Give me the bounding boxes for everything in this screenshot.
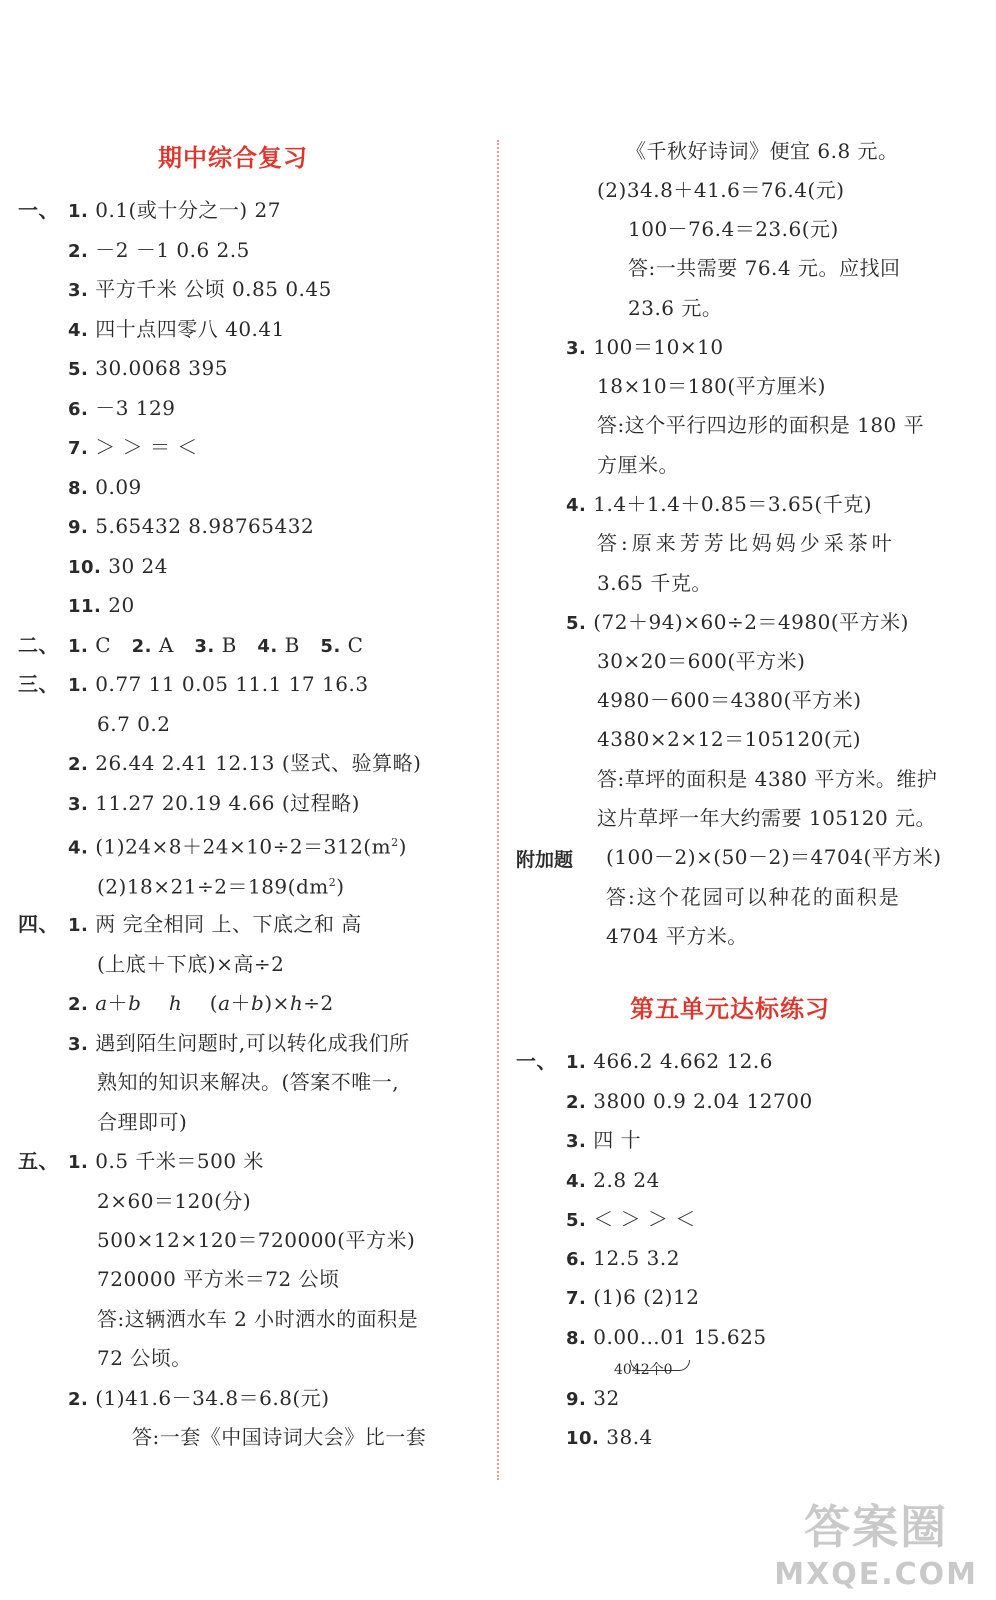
answer-5-3 — [566, 333, 724, 363]
section-label-4: 四、 — [18, 912, 59, 936]
answer-3-1-cont: 6.7 0.2 — [97, 712, 171, 736]
answer-1-3 — [68, 275, 332, 305]
answer-text: (2)18×21÷2＝189(dm — [97, 874, 329, 899]
answer-5-5-line3: 4980－600＝4380(平方米) — [597, 688, 862, 712]
item-number: 4. — [68, 837, 89, 859]
item-number: 5. — [566, 613, 587, 634]
superscript: 2 — [328, 876, 337, 889]
item-number: 1. — [68, 675, 89, 696]
answer-text: (1)6 (2)12 — [593, 1285, 700, 1309]
answer-3-4-cont — [97, 869, 345, 901]
item-number: 10. — [68, 557, 102, 578]
unit5-answer-2 — [566, 1087, 813, 1117]
answer-4-3 — [68, 1029, 410, 1059]
answer-text: 平方千米 公顷 0.85 0.45 — [95, 277, 332, 301]
item-number: 9. — [566, 1389, 587, 1410]
answer-5-2-cont: 《千秋好诗词》便宜 6.8 元。 — [626, 139, 899, 163]
answer-text: 26.44 2.41 12.13 (竖式、验算略) — [95, 751, 422, 775]
answer-text: A — [158, 633, 174, 657]
answer-text: (72＋94)×60÷2＝4980(平方米) — [593, 610, 909, 634]
answer-5-1 — [68, 1147, 264, 1177]
answer-3-2 — [68, 749, 421, 779]
answer-text: 四 十 — [593, 1128, 642, 1152]
item-number: 8. — [68, 478, 89, 499]
answer-5-5 — [566, 608, 909, 638]
answer-text: 30.0068 395 — [95, 356, 228, 380]
item-number: 7. — [68, 438, 89, 459]
answer-text: 1.4＋1.4＋0.85＝3.65(千克) — [593, 492, 873, 516]
item-number: 1. — [68, 636, 89, 657]
item-number: 1. — [566, 1052, 587, 1073]
op: )× — [264, 991, 290, 1015]
bonus-answer: 答:这个花园可以种花的面积是 — [606, 885, 901, 909]
answer-5-2-answer-cont: 23.6 元。 — [628, 296, 723, 320]
answer-text: 38.4 — [606, 1425, 653, 1449]
item-number: 5. — [68, 359, 89, 380]
item-number: 10. — [566, 1428, 600, 1449]
item-number: 4. — [257, 636, 278, 657]
section-3-row — [18, 670, 59, 698]
item-number: 5. — [320, 636, 341, 657]
unit5-answer-8 — [566, 1323, 767, 1353]
answer-4-1-cont: (上底＋下底)×高÷2 — [97, 952, 285, 976]
answer-1-9 — [68, 512, 314, 542]
item-number: 2. — [68, 754, 89, 775]
answer-text: ＜ ＞ ＞ ＜ — [593, 1207, 696, 1231]
answer-text: 466.2 4.662 12.6 — [593, 1049, 773, 1073]
item-number: 2. — [68, 1389, 89, 1410]
op: ＋ — [107, 991, 129, 1015]
item-number: 4. — [566, 1171, 587, 1192]
answer-text: 2.8 24 — [593, 1168, 660, 1192]
watermark-title: 答案圈 — [804, 1500, 949, 1554]
answer-text: ＞ ＞ ＝ ＜ — [95, 435, 198, 459]
answer-4-3-line2: 熟知的知识来解决。(答案不唯一, — [97, 1070, 400, 1094]
answer-5-1-line2: 2×60＝120(分) — [97, 1189, 252, 1213]
answer-1-1 — [68, 196, 281, 226]
item-number: 1. — [68, 201, 89, 222]
unit5-answer-5 — [566, 1205, 696, 1235]
unit5-section-1 — [516, 1047, 557, 1075]
answer-text: －2 －1 0.6 2.5 — [95, 238, 250, 262]
answer-text: 0.09 — [95, 475, 142, 499]
zero-count-note: 4042个0 — [614, 1362, 673, 1378]
answer-text: (1)24×8＋24×10÷2＝312(m — [95, 834, 392, 859]
unit5-answer-10 — [566, 1423, 653, 1453]
var: b — [251, 991, 265, 1015]
answer-text: 30 24 — [108, 554, 169, 578]
answer-text: C — [347, 633, 364, 657]
unit5-answer-6 — [566, 1244, 680, 1274]
answer-1-7 — [68, 433, 198, 463]
answer-5-1-line4: 720000 平方米＝72 公顷 — [97, 1267, 340, 1291]
answer-text: 32 — [593, 1386, 620, 1410]
superscript: 2 — [391, 836, 399, 849]
answer-5-1-line5: 答:这辆洒水车 2 小时洒水的面积是 — [97, 1307, 419, 1331]
bonus-label: 附加题 — [516, 849, 574, 871]
answer-text: 3800 0.9 2.04 12700 — [593, 1089, 813, 1113]
answer-text: 0.1(或十分之一) 27 — [95, 198, 281, 222]
answer-5-1-line3: 500×12×120＝720000(平方米) — [97, 1228, 416, 1252]
op: ( — [209, 991, 219, 1015]
var: h — [168, 991, 183, 1015]
bracket: ) — [398, 834, 407, 859]
answer-text: 11.27 20.19 4.66 (过程略) — [95, 791, 360, 815]
op: ÷2 — [303, 991, 334, 1015]
answer-5-3-line4: 方厘米。 — [597, 453, 679, 477]
bonus-answer-cont: 4704 平方米。 — [606, 924, 748, 948]
var: h — [289, 991, 304, 1015]
answer-1-2 — [68, 236, 250, 266]
op: ＋ — [230, 991, 251, 1015]
unit5-answer-9 — [566, 1384, 620, 1414]
answer-5-5-line2: 30×20＝600(平方米) — [597, 649, 806, 673]
answer-text: 遇到陌生问题时,可以转化成我们所 — [95, 1031, 410, 1055]
answer-5-2-part2: (2)34.8＋41.6＝76.4(元) — [597, 178, 845, 202]
answer-text: 0.77 11 0.05 11.1 17 16.3 — [95, 672, 369, 696]
item-number: 6. — [68, 399, 89, 420]
answer-text: 100＝10×10 — [593, 335, 724, 359]
section-label-3: 三、 — [18, 672, 59, 696]
answer-text: B — [284, 633, 300, 657]
answer-1-10 — [68, 552, 168, 582]
var: a — [218, 991, 231, 1015]
answer-4-2 — [68, 989, 334, 1019]
unit5-answer-4 — [566, 1166, 660, 1196]
item-number: 4. — [68, 320, 89, 341]
item-number: 2. — [68, 241, 89, 262]
answer-5-4-line3: 3.65 千克。 — [597, 571, 712, 595]
answer-5-3-line3: 答:这个平行四边形的面积是 180 平 — [597, 413, 925, 437]
unit5-answer-7 — [566, 1283, 699, 1313]
unit5-answer-3 — [566, 1126, 641, 1156]
answer-text: (1)41.6－34.8＝6.8(元) — [95, 1386, 330, 1410]
item-number: 3. — [566, 1131, 587, 1152]
q1-row-1 — [18, 196, 59, 224]
var: b — [128, 991, 142, 1015]
answer-1-6 — [68, 394, 176, 424]
answer-5-2-answer: 答:一共需要 76.4 元。应找回 — [628, 256, 901, 280]
answer-3-3 — [68, 789, 360, 819]
item-number: 3. — [566, 338, 587, 359]
item-number: 2. — [68, 994, 89, 1015]
answer-text: 12.5 3.2 — [593, 1246, 680, 1270]
answer-3-4 — [68, 829, 407, 863]
section-label-2: 二、 — [18, 633, 59, 657]
answer-4-1 — [68, 910, 362, 940]
bracket: ) — [336, 874, 345, 899]
answer-5-1-line6: 72 公顷。 — [97, 1346, 192, 1370]
answer-1-11 — [68, 591, 135, 621]
section-label-1: 一、 — [18, 198, 59, 222]
var: a — [95, 991, 108, 1015]
answer-5-2-line2: 答:一套《中国诗词大会》比一套 — [132, 1425, 427, 1449]
answer-2-choices — [68, 631, 363, 661]
item-number: 9. — [68, 517, 89, 538]
answer-5-4-line2: 答:原来芳芳比妈妈少采茶叶 — [597, 531, 896, 555]
answer-text: 0.00…01 15.625 — [593, 1325, 767, 1349]
answer-text: －3 129 — [95, 396, 176, 420]
column-divider — [497, 140, 499, 1480]
answer-5-5-line4: 4380×2×12＝105120(元) — [597, 727, 862, 751]
section-label-1: 一、 — [516, 1049, 557, 1073]
answer-5-3-line2: 18×10＝180(平方厘米) — [597, 374, 826, 398]
item-number: 7. — [566, 1288, 587, 1309]
section-2-row — [18, 631, 59, 659]
answer-text: 两 完全相同 上、下底之和 高 — [95, 912, 362, 936]
answer-3-1 — [68, 670, 369, 700]
answer-text: 0.5 千米＝500 米 — [95, 1149, 264, 1173]
item-number: 3. — [194, 636, 215, 657]
answer-5-2-calc: 100－76.4＝23.6(元) — [628, 217, 839, 241]
answer-5-5-line6: 这片草坪一年大约需要 105120 元。 — [597, 806, 937, 830]
item-number: 5. — [566, 1210, 587, 1231]
item-number: 3. — [68, 794, 89, 815]
answer-1-4 — [68, 315, 285, 345]
item-number: 1. — [68, 1152, 89, 1173]
watermark — [774, 1491, 978, 1592]
answer-5-5-line5: 答:草坪的面积是 4380 平方米。维护 — [597, 767, 938, 791]
answer-1-8 — [68, 473, 142, 503]
section-5-row — [18, 1147, 59, 1175]
answer-text: C — [95, 633, 112, 657]
section-title-unit-5: 第五单元达标练习 — [630, 995, 830, 1023]
answer-1-5 — [68, 354, 228, 384]
answer-5-4 — [566, 490, 872, 520]
section-title-midterm-review: 期中综合复习 — [158, 144, 308, 172]
answer-text: 5.65432 8.98765432 — [95, 514, 315, 538]
answer-text: 四十点四零八 40.41 — [95, 317, 285, 341]
section-label-5: 五、 — [18, 1149, 59, 1173]
section-4-row — [18, 910, 59, 938]
unit5-answer-1 — [566, 1047, 773, 1077]
item-number: 3. — [68, 280, 89, 301]
answer-text: 20 — [108, 593, 135, 617]
item-number: 4. — [566, 495, 587, 516]
item-number: 3. — [68, 1034, 89, 1055]
item-number: 2. — [131, 636, 152, 657]
bonus-calc: (100－2)×(50－2)＝4704(平方米) — [606, 845, 942, 869]
watermark-url: MXQE.COM — [774, 1557, 978, 1592]
item-number: 6. — [566, 1249, 587, 1270]
item-number: 1. — [68, 915, 89, 936]
answer-4-3-line3: 合理即可) — [97, 1110, 188, 1134]
item-number: 2. — [566, 1092, 587, 1113]
answer-5-2 — [68, 1384, 330, 1414]
item-number: 8. — [566, 1328, 587, 1349]
answer-text: B — [221, 633, 237, 657]
item-number: 11. — [68, 596, 102, 617]
